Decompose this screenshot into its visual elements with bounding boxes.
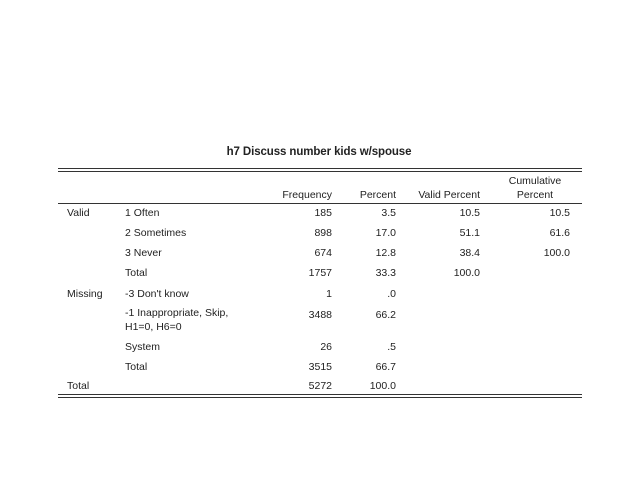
- row-percent: 100.0: [369, 380, 396, 392]
- header-frequency: Frequency: [282, 189, 332, 201]
- row-percent: 33.3: [375, 267, 396, 279]
- table-title: h7 Discuss number kids w/spouse: [226, 146, 412, 158]
- header-rule: [58, 203, 582, 204]
- row-percent: 66.2: [375, 309, 396, 321]
- row-percent: .5: [387, 341, 396, 353]
- row-cumulative: 61.6: [549, 227, 570, 239]
- row-label: System: [125, 341, 161, 353]
- row-valid-percent: 38.4: [459, 247, 480, 259]
- row-label-line2: H1=0, H6=0: [125, 321, 182, 333]
- row-label: 1 Often: [125, 207, 160, 219]
- row-percent: 3.5: [381, 207, 396, 219]
- row-frequency: 1757: [308, 267, 332, 279]
- row-label: -3 Don't know: [125, 288, 189, 300]
- group-label-valid: Valid: [67, 207, 90, 219]
- header-percent: Percent: [359, 189, 396, 201]
- row-percent: .0: [387, 288, 396, 300]
- row-percent: 66.7: [375, 361, 396, 373]
- header-cumulative-line2: Percent: [516, 189, 554, 201]
- row-label: Total: [125, 267, 148, 279]
- row-cumulative: 10.5: [549, 207, 570, 219]
- table-top-rule: [58, 168, 582, 172]
- group-label-missing: Missing: [67, 288, 103, 300]
- row-label: 3 Never: [125, 247, 162, 259]
- row-frequency: 3488: [308, 309, 332, 321]
- row-frequency: 5272: [308, 380, 332, 392]
- row-cumulative: 100.0: [543, 247, 570, 259]
- row-valid-percent: 100.0: [453, 267, 480, 279]
- row-frequency: 26: [320, 341, 332, 353]
- row-frequency: 1: [326, 288, 332, 300]
- group-label-total: Total: [67, 380, 90, 392]
- row-frequency: 3515: [308, 361, 332, 373]
- row-label-line1: -1 Inappropriate, Skip,: [125, 307, 229, 319]
- row-valid-percent: 10.5: [459, 207, 480, 219]
- table-bottom-rule: [58, 394, 582, 398]
- row-valid-percent: 51.1: [459, 227, 480, 239]
- row-percent: 12.8: [375, 247, 396, 259]
- row-label: 2 Sometimes: [125, 227, 187, 239]
- row-frequency: 185: [314, 207, 332, 219]
- row-frequency: 674: [314, 247, 332, 259]
- row-percent: 17.0: [375, 227, 396, 239]
- header-valid-percent: Valid Percent: [418, 189, 480, 201]
- header-cumulative-line1: Cumulative: [508, 175, 562, 187]
- row-frequency: 898: [314, 227, 332, 239]
- row-label: Total: [125, 361, 148, 373]
